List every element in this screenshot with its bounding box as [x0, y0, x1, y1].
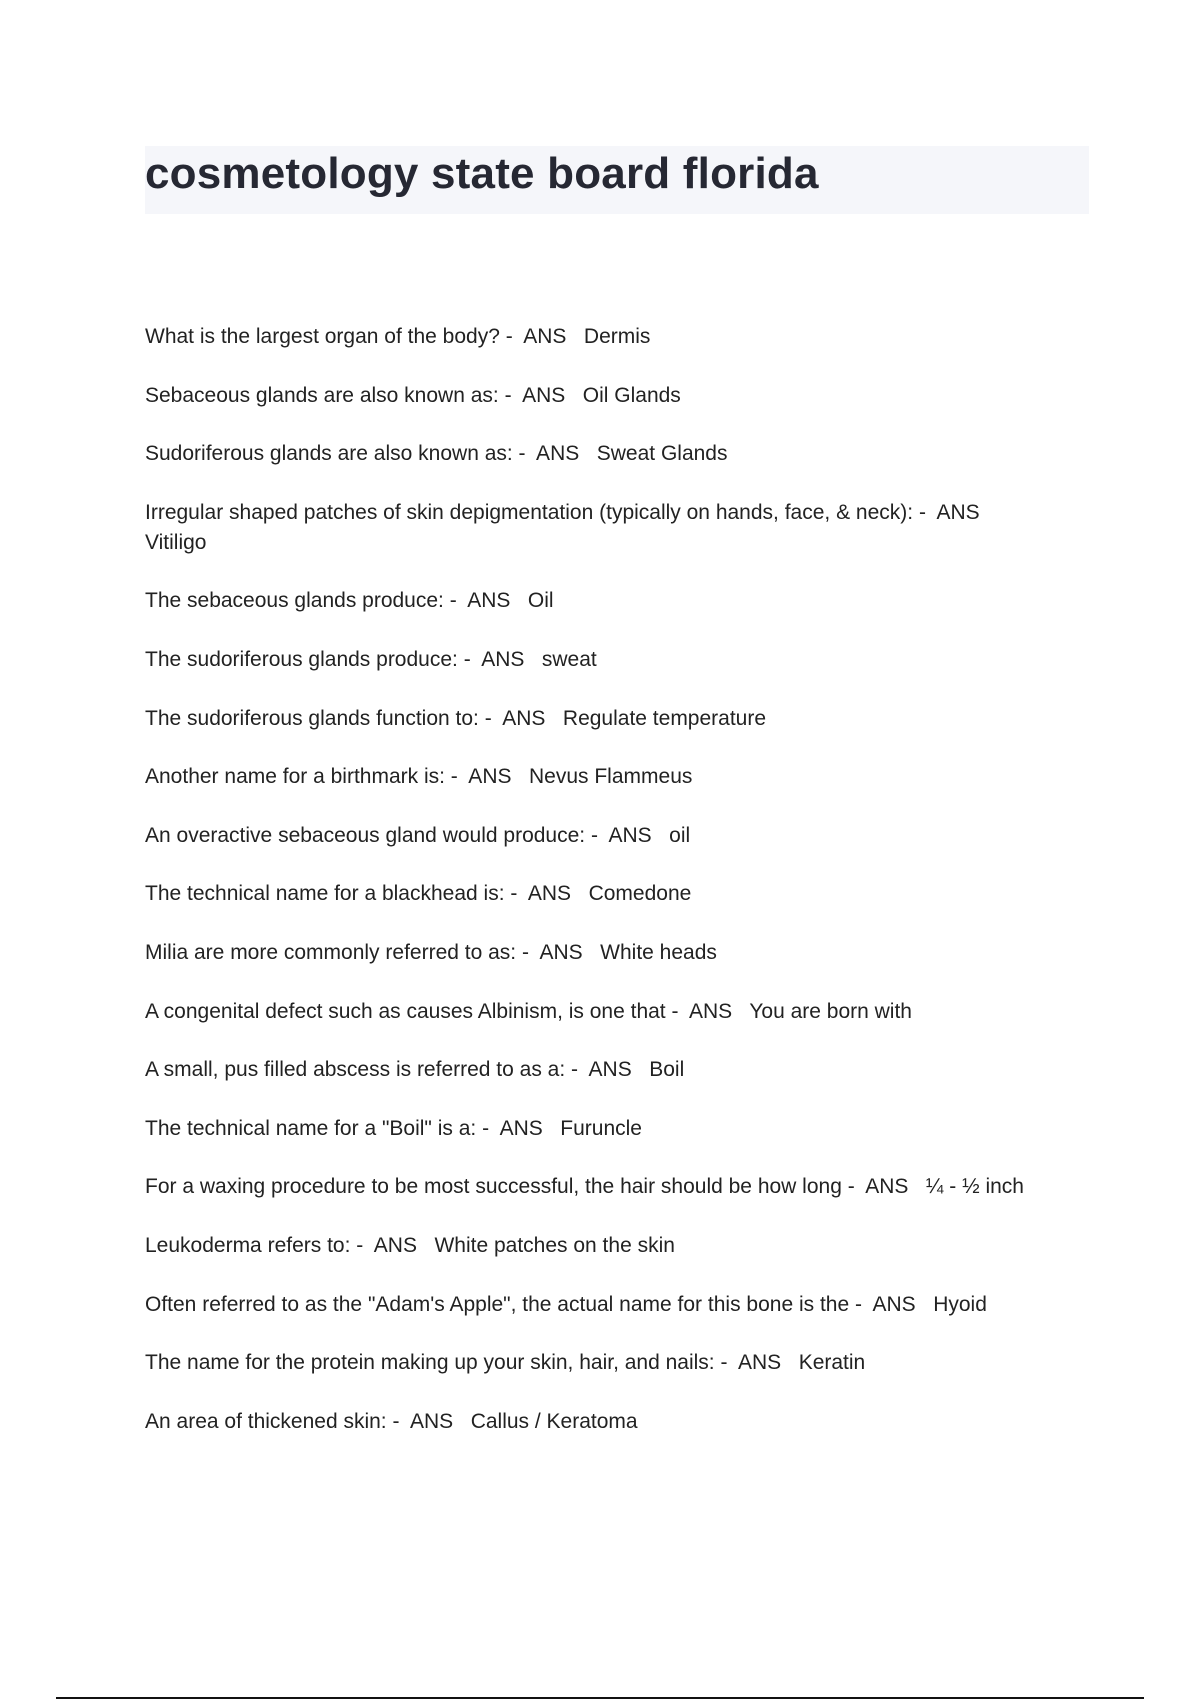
question-text: An overactive sebaceous gland would produce: [145, 823, 586, 847]
list-item [145, 1348, 1095, 1378]
list-item [145, 1231, 1095, 1261]
question-text: The technical name for a blackhead is: [145, 882, 505, 906]
list-item [145, 322, 1095, 352]
question-text: Leukoderma refers to: [145, 1233, 351, 1257]
answer-separator: - ANS [457, 647, 542, 671]
answer-separator: - ANS [443, 589, 528, 613]
list-item [145, 645, 1095, 675]
answer-text: oil [669, 823, 691, 847]
list-item [145, 439, 1095, 469]
question-text: A small, pus filled abscess is referred to as a: [145, 1058, 566, 1082]
answer-separator: - ANS [665, 999, 750, 1023]
answer-separator: - ANS [512, 442, 597, 466]
list-item [145, 1290, 1095, 1320]
question-text: Milia are more commonly referred to as: [145, 940, 517, 964]
answer-separator: - ANS [386, 1409, 471, 1433]
answer-separator: - ANS [516, 940, 601, 964]
question-text: Irregular shaped patches of skin depigmentation (typically on hands, face, & neck): [145, 500, 914, 524]
answer-text: Regulate temperature [562, 706, 767, 730]
list-item [145, 997, 1095, 1027]
answer-text: Sweat Glands [596, 442, 728, 466]
answer-text: You are born with [749, 999, 912, 1023]
question-text: The name for the protein making up your skin, hair, and nails: [145, 1351, 715, 1375]
answer-separator: - ANS [476, 1116, 561, 1140]
answer-separator: - ANS [565, 1058, 650, 1082]
list-item [145, 821, 1095, 851]
answer-text: Oil Glands [582, 383, 681, 407]
answer-text: White patches on the skin [434, 1233, 675, 1257]
list-item [145, 1407, 1095, 1437]
answer-separator: - ANS [444, 765, 529, 789]
answer-separator: - ANS [504, 882, 589, 906]
list-item [145, 1172, 1095, 1202]
question-text: The technical name for a "Boil" is a: [145, 1116, 477, 1140]
answer-separator: - ANS [714, 1351, 799, 1375]
answer-text: Hyoid [933, 1292, 987, 1316]
question-text: Sudoriferous glands are also known as: [145, 442, 513, 466]
answer-text: sweat [541, 647, 597, 671]
answer-text: Nevus Flammeus [529, 765, 693, 789]
answer-text: Dermis [583, 325, 651, 348]
answer-text: Callus / Keratoma [470, 1409, 638, 1433]
answer-text: Vitiligo [145, 530, 207, 554]
list-item [145, 498, 1095, 558]
question-text: Sebaceous glands are also known as: [145, 383, 499, 407]
question-text: The sebaceous glands produce: [145, 589, 444, 613]
answer-separator: - ANS [478, 706, 563, 730]
list-item [145, 879, 1095, 909]
answer-separator: - ANS [350, 1233, 435, 1257]
answer-text: White heads [600, 940, 717, 964]
question-text: Another name for a birthmark is: [145, 765, 445, 789]
footer-rule [56, 1697, 1144, 1699]
list-item [145, 704, 1095, 734]
list-item [145, 1114, 1095, 1144]
answer-text: Furuncle [560, 1116, 642, 1140]
list-item [145, 762, 1095, 792]
answer-text: Comedone [588, 882, 692, 906]
question-text: Often referred to as the "Adam's Apple", the actual name for this bone is the [145, 1292, 850, 1316]
question-text: What is the largest organ of the body? [145, 325, 500, 348]
answer-separator: - ANS [585, 823, 670, 847]
answer-text: ¼ - ½ inch [925, 1175, 1024, 1199]
question-text: An area of thickened skin: [145, 1409, 387, 1433]
answer-text: Keratin [798, 1351, 866, 1375]
list-item [145, 381, 1095, 411]
answer-separator: - ANS [913, 500, 998, 524]
answer-text: Oil [527, 589, 554, 613]
page-title: cosmetology state board florida [145, 149, 819, 198]
list-item [145, 1055, 1095, 1085]
answer-text: Boil [649, 1058, 685, 1082]
answer-separator: - ANS [499, 325, 584, 348]
qa-list [145, 322, 1095, 1465]
answer-separator: - ANS [841, 1175, 926, 1199]
question-text: For a waxing procedure to be most successful, the hair should be how long [145, 1175, 842, 1199]
question-text: The sudoriferous glands function to: [145, 706, 479, 730]
list-item [145, 586, 1095, 616]
question-text: A congenital defect such as causes Albinism, is one that [145, 999, 666, 1023]
list-item [145, 938, 1095, 968]
question-text: The sudoriferous glands produce: [145, 647, 458, 671]
answer-separator: - ANS [498, 383, 583, 407]
answer-separator: - ANS [849, 1292, 934, 1316]
